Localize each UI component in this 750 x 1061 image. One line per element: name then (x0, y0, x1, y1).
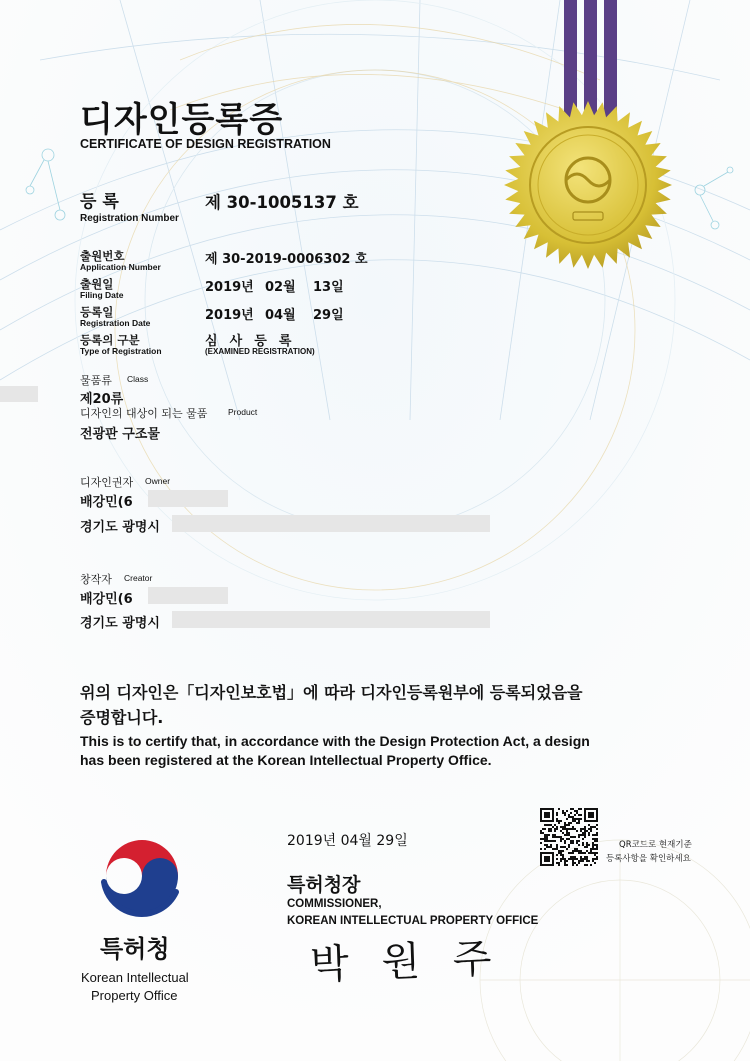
application-number: 제 30-2019-0006302 호 (205, 252, 368, 267)
product-value: 전광판 구조물 (80, 427, 160, 442)
kipo-name-en-line1: Korean Intellectual (81, 970, 189, 985)
class-value: 제20류 (80, 392, 124, 407)
filing-date-month: 02월 (265, 280, 296, 295)
creator-address: 경기도 광명시 (80, 616, 165, 631)
certificate-title-ko: 디자인등록증 (80, 100, 284, 140)
certification-text-ko-line2: 증명합니다. (80, 708, 164, 727)
class-label-en: Class (127, 374, 149, 384)
qr-code-icon[interactable] (540, 808, 598, 866)
registration-type-value-en: (EXAMINED REGISTRATION) (205, 347, 315, 356)
kipo-taegeuk-logo-icon (96, 830, 188, 922)
registration-type-value: 심 사 등 록 (205, 334, 293, 349)
redaction-mark (172, 515, 490, 532)
registration-number: 제 30-1005137 호 (205, 193, 359, 212)
redaction-mark (148, 587, 228, 604)
registration-date-label-en: Registration Date (80, 318, 151, 328)
redaction-mark (148, 490, 228, 507)
owner-label-ko: 디자인권자 (80, 476, 134, 489)
commissioner-signature: 박 원 주 (309, 935, 503, 989)
registration-label-ko: 등 록 (80, 192, 119, 212)
kipo-name-en-line2: Property Office (91, 988, 178, 1003)
registration-type-label-ko: 등록의 구분 (80, 333, 140, 347)
filing-date-label-en: Filing Date (80, 290, 124, 300)
creator-name: 배강민(6 (80, 592, 133, 607)
application-label-en: Application Number (80, 262, 161, 272)
issue-date: 2019년 04월 29일 (287, 833, 408, 849)
class-label-ko: 물품류 (80, 374, 112, 387)
product-label-en: Product (228, 407, 258, 417)
creator-label-ko: 창작자 (80, 573, 112, 586)
registration-label-en: Registration Number (80, 213, 179, 224)
commissioner-title-en-line1: COMMISSIONER, (287, 898, 382, 910)
owner-address: 경기도 광명시 (80, 520, 165, 535)
registration-date-label-ko: 등록일 (80, 305, 114, 319)
commissioner-title-ko: 특허청장 (287, 874, 361, 896)
certification-text-ko-line1: 위의 디자인은「디자인보호법」에 따라 디자인등록원부에 등록되었음을 (80, 683, 583, 702)
registration-type-label-en: Type of Registration (80, 346, 162, 356)
certification-text-en-line1: This is to certify that, in accordance with the Design Protection Act, a design (80, 733, 590, 749)
owner-label-en: Owner (145, 476, 171, 486)
registration-date-year: 2019년 (205, 308, 254, 323)
filing-date-label-ko: 출원일 (80, 277, 114, 291)
registration-date-day: 29일 (313, 308, 344, 323)
filing-date-day: 13일 (313, 280, 344, 295)
creator-label-en: Creator (124, 573, 153, 583)
redaction-mark (0, 386, 38, 402)
kipo-name-ko: 특허청 (100, 935, 170, 963)
owner-name: 배강민(6 (80, 495, 133, 510)
product-label-ko: 디자인의 대상이 되는 물품 (80, 407, 208, 420)
qr-note-line1: QR코드로 현재기준 (619, 840, 692, 850)
certification-text-en-line2: has been registered at the Korean Intellectual Property Office. (80, 752, 492, 768)
commissioner-title-en-line2: KOREAN INTELLECTUAL PROPERTY OFFICE (287, 915, 539, 927)
application-label-ko: 출원번호 (80, 249, 125, 263)
registration-date-month: 04월 (265, 308, 296, 323)
filing-date-year: 2019년 (205, 280, 254, 295)
gold-seal-icon (503, 100, 673, 270)
certificate-title-en: CERTIFICATE OF DESIGN REGISTRATION (80, 137, 331, 151)
redaction-mark (172, 611, 490, 628)
qr-note-line2: 등록사항을 확인하세요 (606, 854, 691, 864)
